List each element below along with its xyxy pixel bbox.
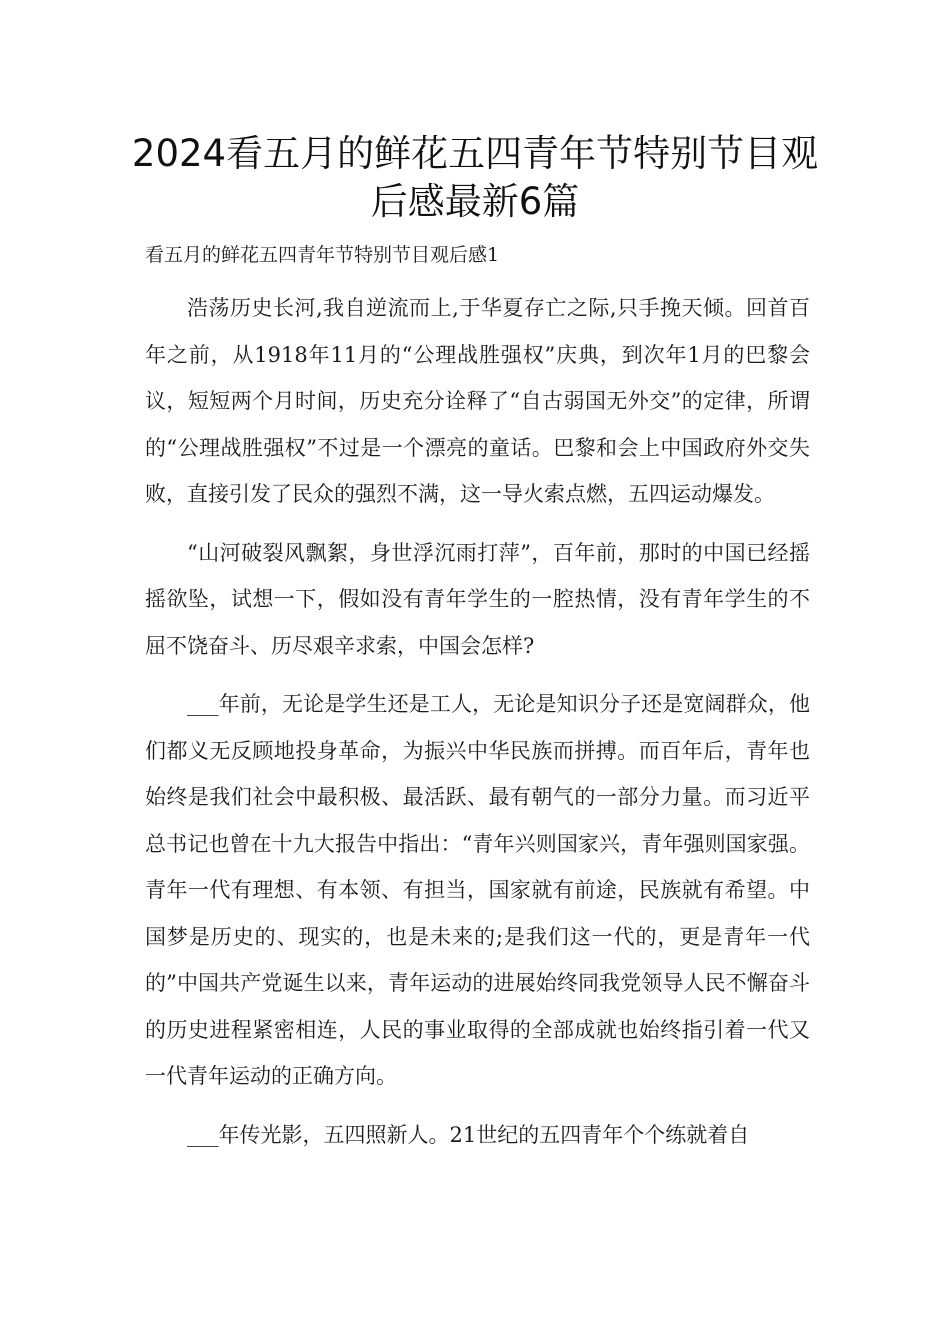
paragraph-4: ___年传光影，五四照新人。21世纪的五四青年个个练就着自 <box>187 1122 750 1147</box>
paragraph-3: ___年前，无论是学生还是工人，无论是知识分子还是宽阔群众，他们都义无反顾地投身革命，为振兴中华民族而拼搏。而百年后，青年也始终是我们社会中最积极、最活跃、最有朝气的一部分力量。而习近平总书记也曾在十九大报告中指出：“青年兴则国家兴，青年强则国家强。青年一代有理想、有本领、有担当，国家就有前途，民族就有希望。中国梦是历史的、现实的，也是未来的;是我们这一代的，更是青年一代的”中国共产党诞生以来，青年运动的进展始终同我党领导人民不懈奋斗的历史进程紧密相连，人民的事业取得的全部成就也始终指引着一代又一代青年运动的正确方向。 <box>145 692 810 1088</box>
section-heading: 看五月的鲜花五四青年节特别节目观后感1 <box>145 244 500 266</box>
paragraph-1: 浩荡历史长河,我自逆流而上,于华夏存亡之际,只手挽天倾。回首百年之前，从1918年11月的“公理战胜强权”庆典，到次年1月的巴黎会议，短短两个月时间，历史充分诠释了“自古弱国无外交”的定律，所谓的“公理战胜强权”不过是一个漂亮的童话。巴黎和会上中国政府外交失败，直接引发了民众的强烈不满，这一导火索点燃，五四运动爆发。 <box>145 296 810 506</box>
document-title: 2024看五月的鲜花五四青年节特别节目观后感最新6篇 <box>131 132 819 223</box>
paragraph-2: “山河破裂风飘絮，身世浮沉雨打萍”，百年前，那时的中国已经摇摇欲坠，试想一下，假如没有青年学生的一腔热情，没有青年学生的不屈不饶奋斗、历尽艰辛求索，中国会怎样? <box>145 540 810 658</box>
article-body <box>145 285 810 1170</box>
